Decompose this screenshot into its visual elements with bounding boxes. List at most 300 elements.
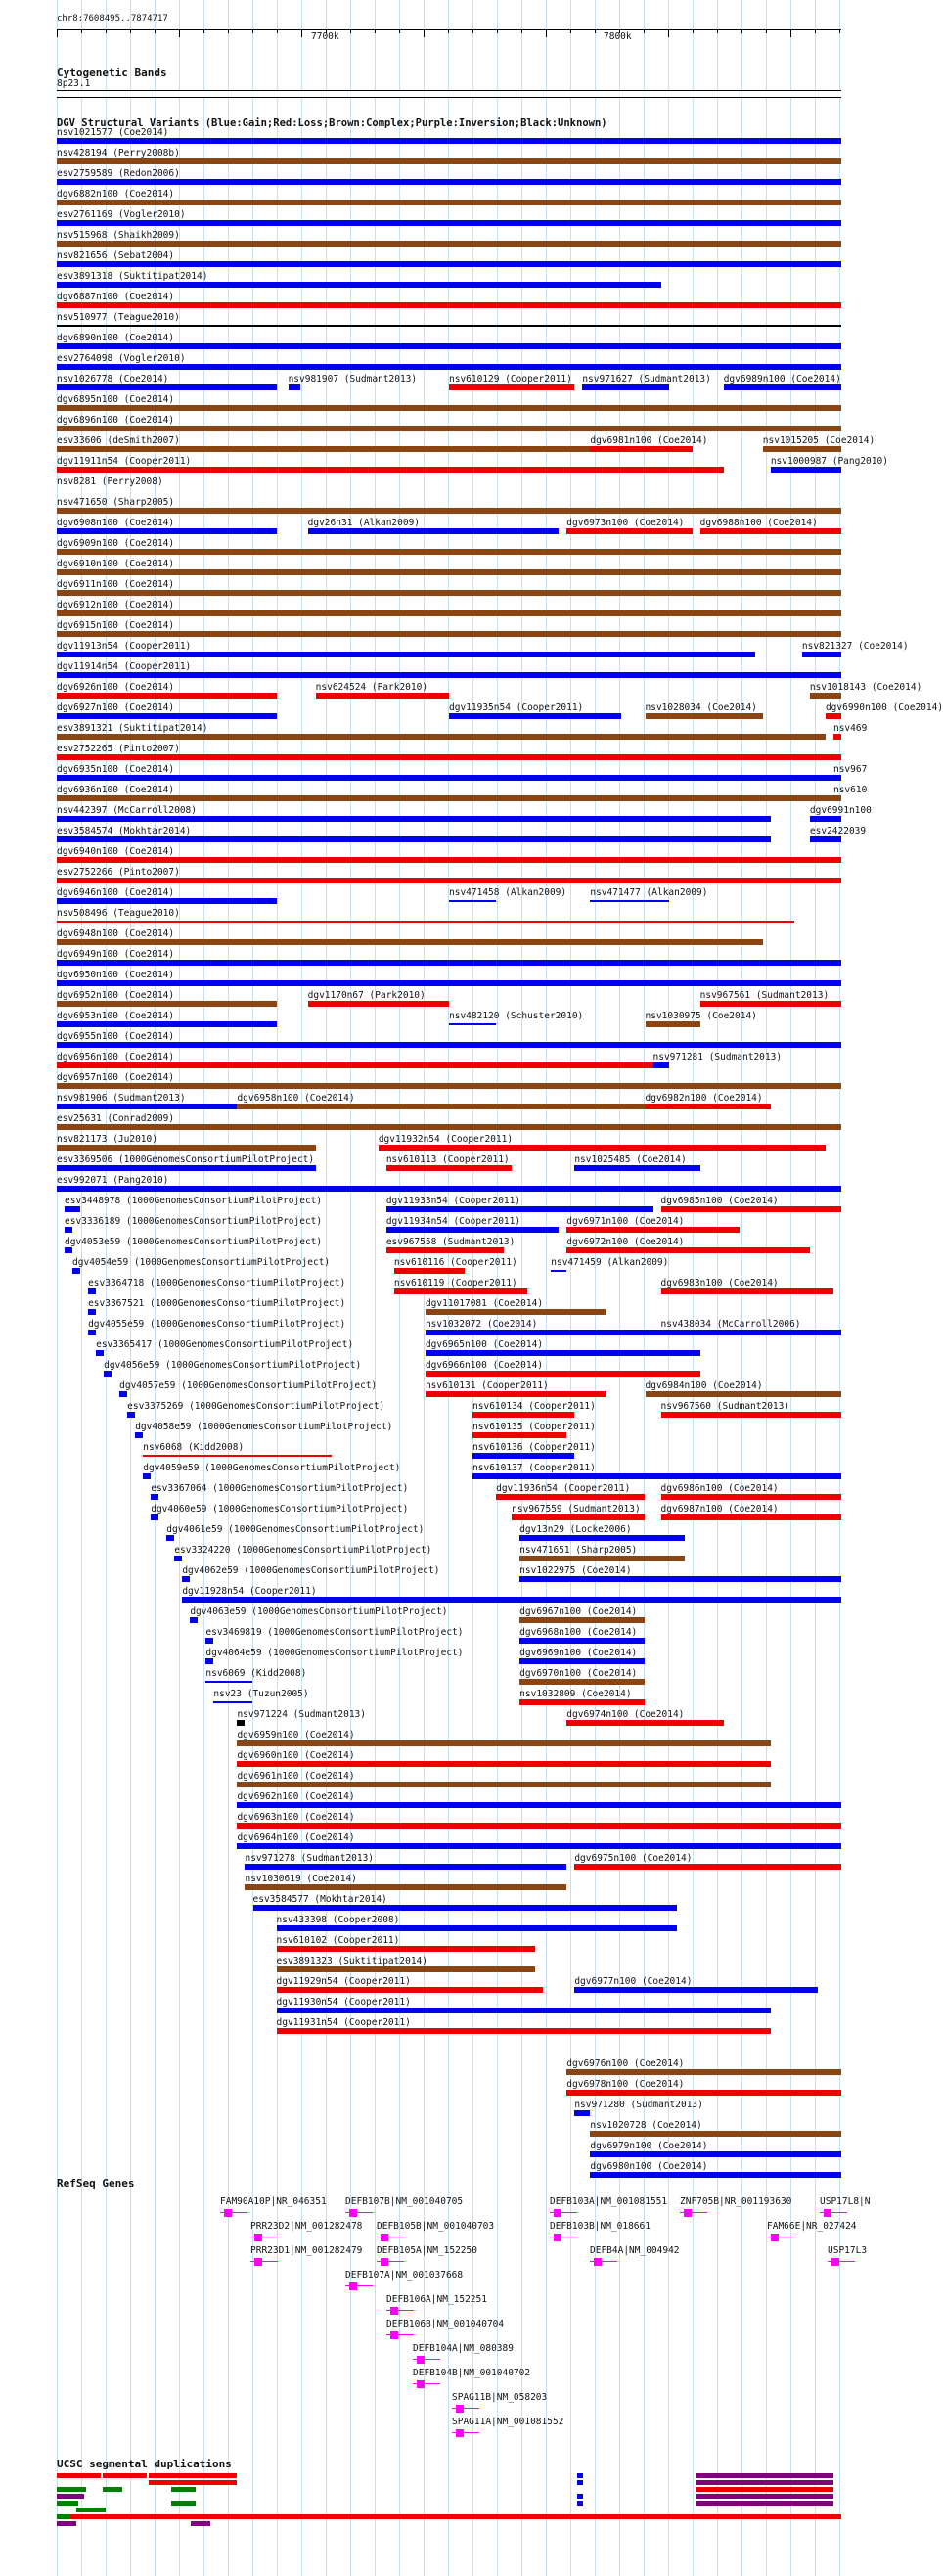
ruler-tick (277, 29, 278, 33)
variant-bar[interactable] (166, 1535, 174, 1541)
variant-bar[interactable] (57, 816, 771, 822)
variant-label: dgv4056e59 (1000GenomesConsortiumPilotProject) (104, 1360, 362, 1371)
variant-bar[interactable] (57, 549, 841, 555)
variant-bar[interactable] (57, 282, 661, 288)
variant-label: nsv981906 (Sudmant2013) (57, 1093, 186, 1104)
variant-bar[interactable] (237, 1740, 770, 1746)
variant-label: nsv610 (832, 785, 868, 795)
gene-exon[interactable] (417, 2380, 425, 2388)
variant-bar[interactable] (449, 900, 496, 902)
variant-bar[interactable] (127, 1412, 135, 1418)
variant-bar[interactable] (57, 754, 841, 760)
variant-bar[interactable] (57, 508, 841, 514)
cytoband-bar[interactable] (57, 90, 841, 98)
variant-bar[interactable] (566, 1720, 723, 1726)
variant-bar[interactable] (57, 857, 841, 863)
variant-bar[interactable] (810, 816, 841, 822)
variant-label: esv3584574 (Mokhtar2014) (57, 826, 192, 836)
variant-label: dgv6987n100 (Coe2014) (660, 1504, 779, 1514)
variant-bar[interactable] (771, 467, 841, 473)
segdup-block[interactable] (103, 2473, 147, 2478)
variant-bar[interactable] (386, 1247, 504, 1253)
gene-label: FAM90A10P|NR_046351 (220, 2196, 327, 2207)
variant-bar[interactable] (57, 1083, 841, 1089)
variant-label: dgv6958n100 (Coe2014) (237, 1093, 355, 1104)
ruler-tick (497, 29, 498, 33)
gene-exon[interactable] (390, 2307, 398, 2315)
variant-bar[interactable] (57, 467, 724, 473)
variant-bar[interactable] (213, 1701, 252, 1703)
variant-label: dgv6980n100 (Coe2014) (590, 2161, 708, 2172)
variant-label: dgv13n29 (Locke2006) (519, 1524, 632, 1535)
variant-bar[interactable] (65, 1247, 72, 1253)
variant-bar[interactable] (57, 878, 841, 883)
variant-label: nsv1022975 (Coe2014) (519, 1565, 632, 1576)
variant-bar[interactable] (833, 795, 841, 801)
variant-label: nsv471650 (Sharp2005) (57, 497, 175, 508)
variant-label: dgv11017081 (Coe2014) (425, 1298, 544, 1309)
variant-bar[interactable] (566, 1247, 810, 1253)
gene-exon[interactable] (349, 2209, 357, 2217)
variant-bar[interactable] (57, 325, 841, 327)
variant-label: nsv6068 (Kidd2008) (143, 1442, 245, 1453)
variant-bar[interactable] (57, 610, 841, 616)
variant-bar[interactable] (57, 1145, 316, 1151)
gene-exon[interactable] (390, 2331, 398, 2339)
variant-bar[interactable] (566, 528, 692, 534)
variant-bar[interactable] (316, 693, 449, 699)
variant-bar[interactable] (143, 1455, 331, 1457)
variant-bar[interactable] (646, 1391, 842, 1397)
variant-label: dgv6956n100 (Coe2014) (57, 1052, 175, 1062)
variant-bar[interactable] (57, 590, 841, 596)
gene-exon[interactable] (831, 2258, 839, 2266)
ruler-tick (81, 29, 82, 33)
variant-label: esv3891321 (Suktitipat2014) (57, 723, 208, 734)
variant-label: nsv1025485 (Coe2014) (574, 1154, 687, 1165)
variant-label: esv3336189 (1000GenomesConsortiumPilotProject) (65, 1216, 323, 1227)
variant-bar[interactable] (519, 1556, 684, 1561)
variant-bar[interactable] (277, 1946, 536, 1952)
variant-bar[interactable] (574, 1165, 699, 1171)
variant-label: nsv610102 (Cooper2011) (276, 1935, 400, 1946)
variant-bar[interactable] (237, 1761, 770, 1767)
variant-bar[interactable] (802, 652, 841, 657)
variant-bar[interactable] (590, 2172, 841, 2178)
segdup-block[interactable] (76, 2508, 106, 2512)
variant-bar[interactable] (426, 1391, 606, 1397)
segdup-block[interactable] (696, 2480, 833, 2485)
variant-bar[interactable] (57, 405, 841, 411)
variant-label: dgv6982n100 (Coe2014) (645, 1093, 763, 1104)
ruler-tick (790, 29, 791, 37)
cytoband-label: 8p23.1 (57, 78, 91, 89)
variant-bar[interactable] (566, 2069, 841, 2075)
variant-bar[interactable] (519, 1638, 645, 1644)
variant-bar[interactable] (57, 1062, 653, 1068)
variant-bar[interactable] (449, 713, 621, 719)
variant-bar[interactable] (57, 898, 277, 904)
variant-bar[interactable] (57, 795, 833, 801)
ruler-tick (375, 29, 376, 33)
variant-bar[interactable] (700, 1001, 841, 1007)
segdup-block[interactable] (57, 2494, 84, 2499)
segdup-block[interactable] (171, 2501, 196, 2506)
variant-bar[interactable] (57, 179, 841, 185)
variant-bar[interactable] (566, 2090, 841, 2096)
gene-exon[interactable] (771, 2234, 779, 2241)
segdup-block[interactable] (577, 2473, 583, 2478)
variant-bar[interactable] (472, 1432, 566, 1438)
variant-bar[interactable] (245, 1864, 566, 1870)
variant-bar[interactable] (810, 693, 841, 699)
variant-bar[interactable] (661, 1494, 841, 1500)
variant-bar[interactable] (57, 693, 277, 699)
variant-bar[interactable] (57, 775, 833, 781)
variant-bar[interactable] (661, 1514, 841, 1520)
segdup-block[interactable] (57, 2473, 101, 2478)
variant-label: nsv1032809 (Coe2014) (519, 1689, 632, 1699)
variant-label: nsv967560 (Sudmant2013) (660, 1401, 790, 1412)
variant-bar[interactable] (135, 1432, 143, 1438)
variant-label: dgv6949n100 (Coe2014) (57, 949, 175, 960)
grid-line (375, 0, 376, 2576)
variant-label: dgv4059e59 (1000GenomesConsortiumPilotProject) (143, 1463, 401, 1473)
segdup-block[interactable] (577, 2501, 583, 2506)
ruler-tick (668, 29, 669, 37)
variant-bar[interactable] (472, 1412, 574, 1418)
variant-bar[interactable] (512, 1514, 645, 1520)
variant-bar[interactable] (277, 1966, 536, 1972)
variant-bar[interactable] (88, 1330, 96, 1335)
variant-bar[interactable] (57, 1042, 841, 1048)
variant-bar[interactable] (590, 900, 668, 902)
variant-bar[interactable] (190, 1617, 198, 1623)
variant-label: esv2759589 (Redon2006) (57, 168, 180, 179)
segdup-block[interactable] (191, 2521, 210, 2526)
gene-exon[interactable] (824, 2209, 831, 2217)
variant-label: esv33606 (deSmith2007) (57, 435, 180, 446)
variant-label: dgv6948n100 (Coe2014) (57, 928, 175, 939)
variant-bar[interactable] (65, 1227, 72, 1233)
variant-bar[interactable] (574, 1987, 818, 1993)
variant-bar[interactable] (151, 1514, 158, 1520)
variant-bar[interactable] (57, 1165, 316, 1171)
segdup-block[interactable] (696, 2487, 833, 2492)
variant-bar[interactable] (57, 980, 841, 986)
variant-bar[interactable] (57, 446, 637, 452)
variant-bar[interactable] (182, 1597, 841, 1603)
variant-bar[interactable] (57, 1124, 841, 1130)
gene-exon[interactable] (684, 2209, 692, 2217)
variant-label: dgv6946n100 (Coe2014) (57, 887, 175, 898)
variant-label: dgv6978n100 (Coe2014) (566, 2079, 685, 2090)
variant-label: dgv6926n100 (Coe2014) (57, 682, 175, 693)
variant-label: dgv6936n100 (Coe2014) (57, 785, 175, 795)
variant-bar[interactable] (724, 384, 841, 390)
variant-label: nsv1026778 (Coe2014) (57, 374, 169, 384)
variant-bar[interactable] (833, 734, 841, 740)
variant-bar[interactable] (646, 1021, 700, 1027)
variant-label: dgv11911n54 (Cooper2011) (57, 456, 192, 467)
segdup-block[interactable] (103, 2487, 122, 2492)
variant-label: dgv6990n100 (Coe2014) (825, 702, 943, 713)
variant-bar[interactable] (182, 1576, 190, 1582)
variant-bar[interactable] (426, 1330, 700, 1335)
ruler-tick (130, 29, 131, 33)
variant-bar[interactable] (661, 1330, 841, 1335)
variant-label: dgv4057e59 (1000GenomesConsortiumPilotProject) (119, 1380, 378, 1391)
variant-label: dgv6976n100 (Coe2014) (566, 2058, 685, 2069)
variant-bar[interactable] (590, 2151, 841, 2157)
variant-label: dgv6988n100 (Coe2014) (699, 518, 818, 528)
variant-label: nsv1020728 (Coe2014) (590, 2120, 702, 2131)
segdup-block[interactable] (149, 2480, 237, 2485)
variant-bar[interactable] (57, 652, 755, 657)
variant-bar[interactable] (57, 713, 277, 719)
segdup-block[interactable] (171, 2487, 196, 2492)
variant-bar[interactable] (472, 1453, 574, 1459)
ruler-tick (448, 29, 449, 33)
ruler-tick (546, 29, 547, 37)
variant-bar[interactable] (590, 446, 692, 452)
variant-label: dgv6973n100 (Coe2014) (566, 518, 685, 528)
gene-exon[interactable] (254, 2258, 262, 2266)
variant-bar[interactable] (394, 1268, 465, 1274)
variant-bar[interactable] (426, 1350, 700, 1356)
gene-exon[interactable] (224, 2209, 232, 2217)
segdup-block[interactable] (57, 2501, 78, 2506)
gene-exon[interactable] (254, 2234, 262, 2241)
variant-bar[interactable] (205, 1638, 213, 1644)
segdup-block[interactable] (577, 2480, 583, 2485)
variant-bar[interactable] (833, 775, 841, 781)
variant-bar[interactable] (88, 1309, 96, 1315)
ruler[interactable] (57, 29, 841, 39)
variant-bar[interactable] (57, 921, 794, 923)
variant-bar[interactable] (57, 528, 277, 534)
variant-bar[interactable] (519, 1576, 841, 1582)
gene-exon[interactable] (554, 2234, 561, 2241)
segdup-block[interactable] (577, 2494, 583, 2499)
gene-label: DEFB105A|NM_152250 (377, 2245, 477, 2256)
variant-bar[interactable] (57, 364, 841, 370)
variant-bar[interactable] (426, 1309, 606, 1315)
variant-bar[interactable] (661, 1288, 833, 1294)
gene-exon[interactable] (381, 2258, 388, 2266)
variant-bar[interactable] (574, 2110, 590, 2116)
variant-bar[interactable] (379, 1145, 826, 1151)
variant-bar[interactable] (88, 1288, 96, 1294)
variant-label: dgv6940n100 (Coe2014) (57, 846, 175, 857)
coordinate-label: chr8:7608495..7874717 (57, 14, 168, 23)
variant-label: nsv967561 (Sudmant2013) (699, 990, 830, 1001)
gene-exon[interactable] (417, 2356, 425, 2364)
variant-bar[interactable] (574, 1864, 841, 1870)
variant-bar[interactable] (57, 343, 841, 349)
variant-bar[interactable] (237, 1843, 841, 1849)
segdup-block[interactable] (149, 2473, 237, 2478)
ruler-tick (424, 29, 425, 37)
segdup-block[interactable] (57, 2521, 76, 2526)
variant-bar[interactable] (57, 1021, 277, 1027)
variant-label: dgv6961n100 (Coe2014) (237, 1771, 355, 1782)
variant-label: dgv4060e59 (1000GenomesConsortiumPilotProject) (151, 1504, 409, 1514)
variant-label: dgv6979n100 (Coe2014) (590, 2141, 708, 2151)
variant-bar[interactable] (57, 261, 841, 267)
variant-label: dgv6912n100 (Coe2014) (57, 600, 175, 610)
variant-bar[interactable] (277, 2028, 771, 2034)
variant-label: dgv4054e59 (1000GenomesConsortiumPilotProject) (72, 1257, 331, 1268)
variant-bar[interactable] (57, 569, 841, 575)
variant-bar[interactable] (57, 1186, 841, 1192)
variant-bar[interactable] (57, 672, 841, 678)
variant-bar[interactable] (205, 1658, 213, 1664)
variant-bar[interactable] (57, 302, 841, 308)
segdup-block[interactable] (696, 2494, 833, 2499)
variant-bar[interactable] (810, 836, 841, 842)
segdup-block[interactable] (696, 2473, 833, 2478)
variant-bar[interactable] (143, 1473, 151, 1479)
variant-label: dgv6975n100 (Coe2014) (574, 1853, 693, 1864)
variant-bar[interactable] (65, 1206, 80, 1212)
variant-bar[interactable] (72, 1268, 80, 1274)
variant-bar[interactable] (519, 1679, 645, 1685)
variant-bar[interactable] (237, 1823, 841, 1829)
variant-bar[interactable] (57, 384, 277, 390)
variant-bar[interactable] (661, 1206, 841, 1212)
variant-bar[interactable] (57, 631, 841, 637)
variant-bar[interactable] (646, 1104, 771, 1109)
tick-label-7800k: 7800k (604, 31, 632, 42)
variant-bar[interactable] (449, 384, 574, 390)
gene-exon[interactable] (381, 2234, 388, 2241)
segdup-block[interactable] (57, 2487, 86, 2492)
variant-label: dgv6989n100 (Coe2014) (723, 374, 841, 384)
variant-bar[interactable] (277, 2008, 771, 2013)
variant-bar[interactable] (205, 1681, 252, 1683)
variant-bar[interactable] (237, 1802, 841, 1808)
variant-bar[interactable] (308, 1001, 449, 1007)
variant-label: dgv6962n100 (Coe2014) (237, 1791, 355, 1802)
variant-bar[interactable] (551, 1270, 566, 1272)
variant-bar[interactable] (57, 158, 841, 164)
gene-exon[interactable] (349, 2282, 357, 2290)
variant-bar[interactable] (386, 1227, 559, 1233)
gene-exon[interactable] (456, 2429, 464, 2437)
variant-bar[interactable] (519, 1699, 645, 1705)
variant-label: nsv6069 (Kidd2008) (205, 1668, 307, 1679)
variant-bar[interactable] (449, 1023, 496, 1025)
variant-bar[interactable] (277, 1925, 677, 1931)
variant-bar[interactable] (308, 528, 560, 534)
variant-bar[interactable] (386, 1206, 653, 1212)
variant-bar[interactable] (57, 426, 841, 431)
variant-label: nsv471477 (Alkan2009) (590, 887, 708, 898)
variant-bar[interactable] (826, 713, 841, 719)
variant-bar[interactable] (57, 138, 841, 144)
variant-bar[interactable] (519, 1658, 645, 1664)
gene-exon[interactable] (594, 2258, 602, 2266)
variant-bar[interactable] (277, 1987, 544, 1993)
variant-label: nsv482120 (Schuster2010) (449, 1011, 584, 1021)
variant-bar[interactable] (237, 1720, 245, 1726)
variant-bar[interactable] (151, 1494, 158, 1500)
variant-label: esv2764098 (Vogler2010) (57, 353, 186, 364)
variant-label: nsv438034 (McCarroll2006) (660, 1319, 801, 1330)
variant-bar[interactable] (590, 2131, 841, 2137)
variant-bar[interactable] (57, 200, 841, 205)
variant-label: dgv11936n54 (Cooper2011) (496, 1483, 631, 1494)
gene-label: PRR23D2|NM_001282478 (250, 2221, 363, 2232)
ruler-tick (252, 29, 253, 33)
variant-label: dgv6953n100 (Coe2014) (57, 1011, 175, 1021)
variant-bar[interactable] (426, 1371, 700, 1377)
variant-bar[interactable] (661, 1412, 841, 1418)
gene-exon[interactable] (456, 2405, 464, 2413)
segdup-block[interactable] (696, 2501, 833, 2506)
variant-bar[interactable] (57, 241, 841, 247)
variant-bar[interactable] (174, 1556, 182, 1561)
variant-label: nsv610129 (Cooper2011) (449, 374, 572, 384)
gene-exon[interactable] (554, 2209, 561, 2217)
variant-bar[interactable] (496, 1494, 645, 1500)
variant-label: dgv6966n100 (Coe2014) (425, 1360, 544, 1371)
variant-label: dgv4063e59 (1000GenomesConsortiumPilotProject) (190, 1606, 448, 1617)
variant-bar[interactable] (237, 1782, 770, 1787)
variant-bar[interactable] (386, 1165, 512, 1171)
variant-label: dgv6960n100 (Coe2014) (237, 1750, 355, 1761)
variant-bar[interactable] (57, 836, 771, 842)
variant-label: esv2761169 (Vogler2010) (57, 209, 186, 220)
variant-bar[interactable] (104, 1371, 112, 1377)
variant-bar[interactable] (472, 1473, 841, 1479)
variant-label: nsv1018143 (Coe2014) (809, 682, 922, 693)
variant-label: dgv11913n54 (Cooper2011) (57, 641, 192, 652)
variant-label: esv3584577 (Mokhtar2014) (252, 1894, 387, 1905)
variant-bar[interactable] (57, 960, 841, 966)
variant-bar[interactable] (57, 1001, 277, 1007)
variant-bar[interactable] (245, 1884, 566, 1890)
variant-bar[interactable] (700, 528, 841, 534)
variant-bar[interactable] (57, 939, 763, 945)
variant-label: dgv6984n100 (Coe2014) (645, 1380, 763, 1391)
variant-bar[interactable] (763, 446, 841, 452)
segdup-block[interactable] (70, 2514, 841, 2519)
variant-bar[interactable] (253, 1905, 677, 1911)
variant-bar[interactable] (57, 220, 841, 226)
variant-bar[interactable] (289, 384, 300, 390)
variant-label: nsv624524 (Park2010) (315, 682, 428, 693)
variant-label: esv2422039 (809, 826, 867, 836)
variant-bar[interactable] (653, 1062, 669, 1068)
variant-bar[interactable] (566, 1227, 739, 1233)
variant-label: nsv1021577 (Coe2014) (57, 127, 169, 138)
grid-line (350, 0, 351, 2576)
variant-bar[interactable] (57, 734, 826, 740)
variant-bar[interactable] (119, 1391, 127, 1397)
variant-bar[interactable] (646, 713, 763, 719)
variant-bar[interactable] (394, 1288, 527, 1294)
variant-bar[interactable] (519, 1617, 645, 1623)
variant-bar[interactable] (582, 384, 668, 390)
variant-label: dgv6972n100 (Coe2014) (566, 1237, 685, 1247)
variant-bar[interactable] (96, 1350, 104, 1356)
ruler-tick (717, 29, 718, 33)
variant-bar[interactable] (57, 1104, 261, 1109)
variant-bar[interactable] (519, 1535, 684, 1541)
variant-label: dgv1170n67 (Park2010) (307, 990, 426, 1001)
